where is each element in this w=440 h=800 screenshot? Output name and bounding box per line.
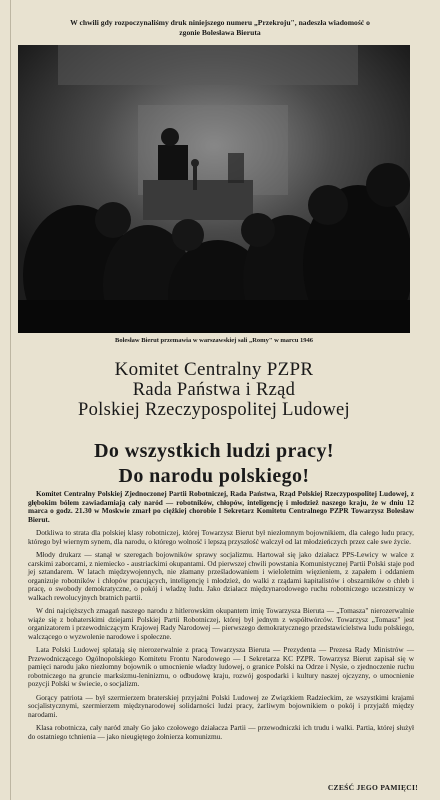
- page-fold-line: [10, 0, 11, 800]
- slogan-line-2: Do narodu polskiego!: [118, 465, 310, 487]
- headline: [18, 360, 410, 420]
- article-paragraph: W dni najcięższych zmagań naszego narodu z hitlerowskim okupantem imię Towarzysza Bieruta — „Tomasza" nierozerwalnie wiąże się z bohaterskimi dziejami Polskiej Partii Robotniczej, której był jednym z współtwórców. Towarzysz „Tomasz" jest organizatorem i przewodniczącym Krajowej Rady Narodowej — pierwszego demokratycznego przedstawicielstwa ludu polskiego, walczącego o wyzwolenie narodowe i społeczne.: [28, 606, 414, 641]
- photo-caption: Bolesław Bierut przemawia w warszawskiej sali „Romy" w marcu 1946: [115, 337, 313, 344]
- article-paragraph: Komitet Centralny Polskiej Zjednoczonej Partii Robotniczej, Rada Państwa, Rząd Polskiej Rzeczypospolitej Ludowej, z głębokim bólem zawiadamiają cały naród — robotników, chłopów, inteligencję i młodzież naszego kraju, że w dniu 12 marca o godz. 21.30 w Moskwie zmarł po ciężkiej chorobie I Sekretarz Komitetu Centralnego PZPR Towarzysz Bolesław Bierut.: [28, 489, 414, 524]
- headline-line-3: Polskiej Rzeczypospolitej Ludowej: [78, 400, 350, 420]
- slogan: [18, 439, 410, 489]
- speech-photo: [18, 45, 410, 333]
- headline-line-2: Rada Państwa i Rząd: [132, 380, 296, 400]
- article-paragraph: Gorący patriota — był szermierzem braterskiej przyjaźni Polski Ludowej ze Związkiem Radzieckim, ze wszystkimi krajami socjalistycznymi, szermierzem międzynarodowej solidarności ludzi pracy, żarliwym bojownikiem o pokój i przyjaźń między narodami.: [28, 692, 414, 719]
- closing-line: CZEŚĆ JEGO PAMIĘCI!: [327, 783, 418, 792]
- article-paragraph: Lata Polski Ludowej splatają się nierozerwalnie z pracą Towarzysza Bieruta — Prezydenta — Prezesa Rady Ministrów — Przewodniczącego Ogólnopolskiego Komitetu Frontu Narodowego — I Sekretarza KC PZPR. Towarzysz Bierut zapisał się w pamięci narodu jako niezłomny bojownik o umocnienie władzy ludowej, o granice Polski na Odrze i Nysie, o zjednoczenie ruchu robotniczego na gruncie marksizmu-leninizmu, o odbudowę kraju, rozwój gospodarki i kultury naszej ojczyzny, o umocnienie pozycji Polski w świecie, o socjalizm.: [28, 645, 414, 688]
- article-body: [28, 490, 414, 746]
- slogan-line-1: Do wszystkich ludzi pracy!: [94, 440, 334, 462]
- article-paragraph: Młody drukarz — stanął w szeregach bojowników sprawy socjalizmu. Hartował się jako działacz PPS-Lewicy w walce z carskimi zaborcami, z niemiecko - austriackimi okupantami. Od pierwszej chwili powstania Komunistycznej Partii Polski staje pod jej sztandarem. W latach międzywojennych, nie złamany prześladowaniem i wieloletnim więzieniem, z zapałem i oddaniem organizuje robotników i chłopów pracujących, inteligencję i młodzież, do walki z rządami kapitalistów i obszarników o chleb i pracę, o swobody demokratyczne, o pokój i władzę ludu. Jako działacz międzynarodowego ruchu robotniczego uczestniczy w walkach rewolucyjnych bratnich partii.: [28, 550, 414, 602]
- article-paragraph: Dotkliwa to strata dla polskiej klasy robotniczej, której Towarzysz Bierut był niezłomnym bojownikiem, dla całego ludu pracy, którego był wiernym synem, dla narodu, o którego wolność i lepszą przyszłość walczył od lat młodzieńczych przez całe swe życie.: [28, 528, 414, 546]
- article-paragraph: Klasa robotnicza, cały naród znały Go jako czołowego działacza Partii — przewodniczki ich trudu i walki. Partia, której służył do ostatniego tchnienia — jako nieugiętego żołnierza komunizmu.: [28, 723, 414, 741]
- headline-line-1: Komitet Centralny PZPR: [114, 359, 314, 380]
- top-announcement: W chwili gdy rozpoczynaliśmy druk niniejszego numeru „Przekroju", nadeszła wiadomość o zgonie Bolesława Bieruta: [70, 18, 370, 37]
- speech-photo-image: [18, 45, 410, 333]
